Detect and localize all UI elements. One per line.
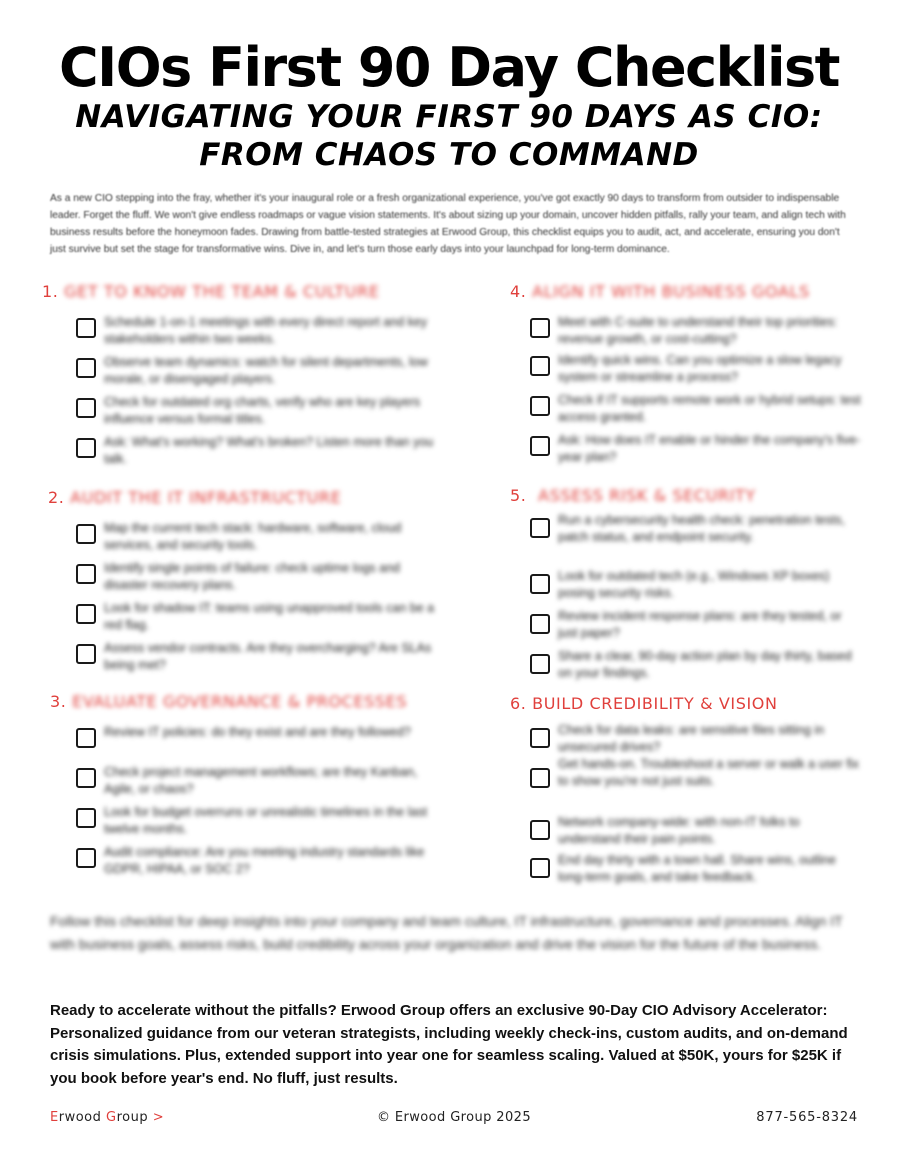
checkbox[interactable] [76, 644, 96, 664]
subtitle-line-2: FROM CHAOS TO COMMAND [199, 137, 699, 173]
brand-letter: E [50, 1110, 59, 1125]
footer [50, 1110, 858, 1130]
checklist-item-text: Identify quick wins. Can you optimize a slow legacy system or streamline a process? [558, 353, 842, 384]
section-number: 5. [510, 486, 527, 505]
checklist-item-text: Get hands-on. Troubleshoot a server or walk a user fix to show you're not just suits. [558, 757, 859, 788]
brand-letter: G [106, 1110, 117, 1125]
phone-number[interactable]: 877-565-8324 [756, 1110, 858, 1125]
checklist-item-text: Ask: What's working? What's broken? Listen more than you talk. [104, 435, 434, 466]
checklist-item-text: Check project management workflows; are they Kanban, Agile, or chaos? [104, 765, 418, 796]
section-heading [510, 282, 862, 301]
checklist-item-text: Observe team dynamics: watch for silent departments, low morale, or disengaged players. [104, 355, 428, 386]
section-number: 3. [50, 692, 67, 711]
checkbox[interactable] [76, 524, 96, 544]
section-title: BUILD CREDIBILITY & VISION [532, 694, 778, 713]
checklist-item-text: Schedule 1-on-1 meetings with every direct report and key stakeholders within two weeks. [104, 315, 428, 346]
checklist-item-text: Ask: How does IT enable or hinder the company's five-year plan? [558, 433, 861, 464]
intro-paragraph: As a new CIO stepping into the fray, whether it's your inaugural role or a fresh organizational experience, you've got exactly 90 days to transform from outsider to indispensable leader. Forget the fluff. We won't give endless roadmaps or vague vision statements. It's about sizing up your domain, uncover hidden pitfalls, rally your team, and align tech with business results before the honeymoon fades. Drawing from battle-tested strategies at Erwood Group, this checklist equips you to audit, act, and accelerate, ensuring you don't just survive but set the stage for transformative wins. Dive in, and let's turn those early days into your launchpad for long-term dominance. [50, 193, 846, 255]
checkbox[interactable] [76, 398, 96, 418]
checklist-item-text: Review IT policies: do they exist and are they followed? [104, 725, 411, 739]
checkbox[interactable] [76, 604, 96, 624]
checkbox[interactable] [530, 574, 550, 594]
checkbox[interactable] [76, 564, 96, 584]
checklist-item-text: Assess vendor contracts. Are they overcharging? Are SLAs being met? [104, 641, 432, 672]
brand-text: roup [116, 1110, 149, 1125]
checklist-item-text: Identify single points of failure: check uptime logs and disaster recovery plans. [104, 561, 401, 592]
checkbox[interactable] [76, 808, 96, 828]
checkbox[interactable] [530, 436, 550, 456]
checkbox[interactable] [76, 848, 96, 868]
checklist-item-text: Review incident response plans: are they tested, or just paper? [558, 609, 842, 640]
checkbox[interactable] [76, 438, 96, 458]
section-heading [510, 486, 862, 505]
checkbox[interactable] [530, 318, 550, 338]
section-title: AUDIT THE IT INFRASTRUCTURE [70, 488, 342, 507]
checklist-item-text: Audit compliance: Are you meeting industry standards like GDPR, HIPAA, or SOC 2? [104, 845, 425, 876]
section-team-culture [42, 282, 442, 466]
section-title: EVALUATE GOVERNANCE & PROCESSES [72, 692, 408, 711]
section-title: GET TO KNOW THE TEAM & CULTURE [64, 282, 380, 301]
section-governance [42, 692, 442, 876]
brand-text: rwood [58, 1110, 106, 1125]
section-title: ALIGN IT WITH BUSINESS GOALS [532, 282, 810, 301]
checkbox[interactable] [530, 654, 550, 674]
checklist-item-text: Look for budget overruns or unrealistic timelines in the last twelve months. [104, 805, 428, 836]
section-heading [510, 694, 862, 713]
section-heading [42, 488, 442, 507]
section-title: ASSESS RISK & SECURITY [538, 486, 756, 505]
page-subtitle [0, 98, 898, 174]
copyright: © Erwood Group 2025 [376, 1110, 531, 1125]
chevron-right-icon: > [152, 1110, 165, 1125]
section-risk-security [510, 486, 862, 680]
checklist-item-text: Run a cybersecurity health check: penetration tests, patch status, and endpoint security. [558, 513, 845, 544]
checkbox[interactable] [530, 728, 550, 748]
checkbox[interactable] [76, 318, 96, 338]
checklist-item-text: Share a clear, 90-day action plan by day thirty, based on your findings. [558, 649, 852, 680]
section-heading [42, 692, 442, 711]
page-title: CIOs First 90 Day Checklist [59, 36, 839, 99]
section-business-goals [510, 282, 862, 464]
closing-paragraph: Follow this checklist for deep insights into your company and team culture, IT infrastructure, governance and processes. Align IT with business goals, assess risks, build credibility across your organization and drive the vision for the future of the business. [50, 913, 843, 952]
checkbox[interactable] [530, 396, 550, 416]
checklist-item-text: Look for shadow IT: teams using unapproved tools can be a red flag. [104, 601, 435, 632]
section-credibility-vision [510, 694, 862, 884]
offer-paragraph: Ready to accelerate without the pitfalls? Erwood Group offers an exclusive 90-Day CIO Advisory Accelerator: Personalized guidance from our veteran strategists, including weekly check-ins, custom audits, and on-demand crisis simulations. Plus, extended support into year one for seamless scaling. Valued at $50K, yours for $25K if you book before year's end. No fluff, just results. [50, 1002, 848, 1087]
checkbox[interactable] [76, 358, 96, 378]
checklist-item-text: End day thirty with a town hall. Share wins, outline long-term goals, and take feedback. [558, 853, 836, 884]
checklist-item-text: Map the current tech stack: hardware, software, cloud services, and security tools. [104, 521, 402, 552]
checkbox[interactable] [530, 518, 550, 538]
section-number: 4. [510, 282, 527, 301]
checklist-item-text: Meet with C-suite to understand their top priorities: revenue growth, or cost-cutting? [558, 315, 838, 346]
checkbox[interactable] [76, 768, 96, 788]
section-number: 2. [48, 488, 65, 507]
checkbox[interactable] [530, 820, 550, 840]
checkbox[interactable] [530, 768, 550, 788]
checkbox[interactable] [76, 728, 96, 748]
checklist-item-text: Check for outdated org charts, verify who are key players influence versus formal titles. [104, 395, 421, 426]
checklist-item-text: Network company-wide: with non-IT folks to understand their pain points. [558, 815, 800, 846]
section-number: 6. [510, 694, 527, 713]
checkbox[interactable] [530, 858, 550, 878]
subtitle-line-1: NAVIGATING YOUR FIRST 90 DAYS AS CIO: [75, 99, 823, 135]
checklist-item-text: Check if IT supports remote work or hybrid setups: test access granted. [558, 393, 861, 424]
section-heading [42, 282, 442, 301]
section-it-infrastructure [42, 488, 442, 672]
checklist-item-text: Check for data leaks: are sensitive files sitting in unsecured drives? [558, 723, 825, 754]
checklist-item-text: Look for outdated tech (e.g., Windows XP boxes) posing security risks. [558, 569, 830, 600]
section-number: 1. [42, 282, 59, 301]
checkbox[interactable] [530, 614, 550, 634]
checkbox[interactable] [530, 356, 550, 376]
